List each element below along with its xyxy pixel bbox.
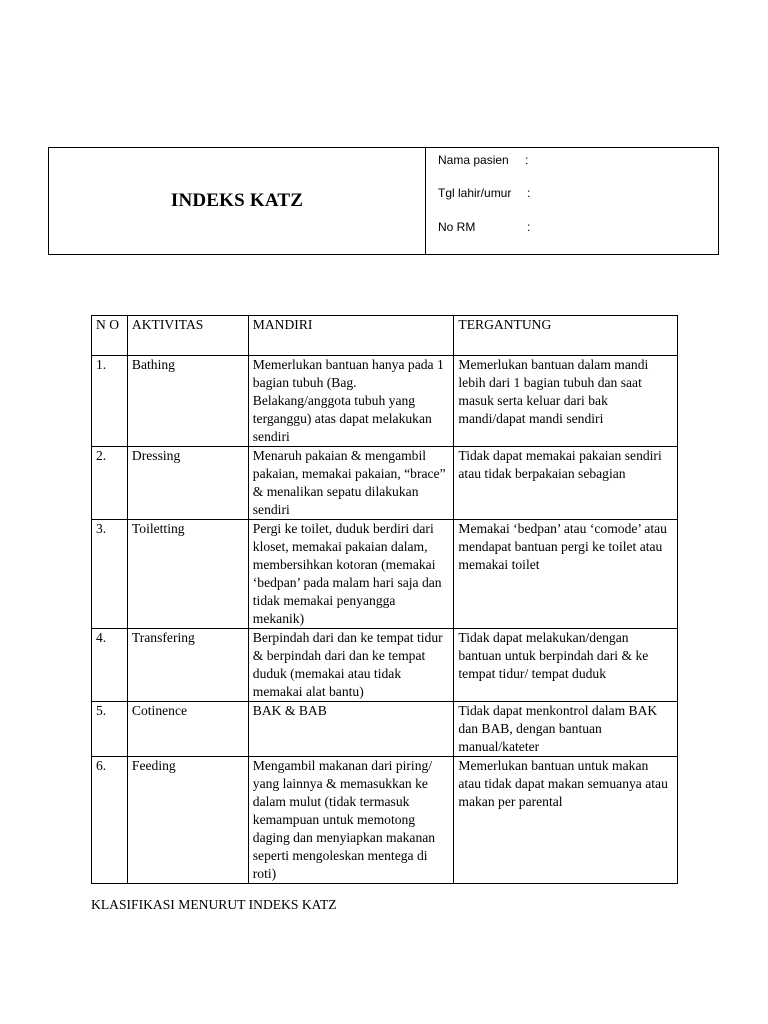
header-aktivitas: AKTIVITAS	[127, 316, 248, 356]
row-no: 5.	[92, 702, 128, 757]
row-mandiri: Menaruh pakaian & mengambil pakaian, memakai pakaian, “brace” & menalikan sepatu dilakukan sendiri	[248, 447, 454, 520]
row-no: 1.	[92, 356, 128, 447]
patient-name-row	[438, 152, 529, 168]
row-no: 3.	[92, 520, 128, 629]
row-no: 6.	[92, 757, 128, 884]
patient-name-label: Nama pasien	[438, 153, 509, 167]
row-aktivitas: Cotinence	[127, 702, 248, 757]
row-mandiri: Memerlukan bantuan hanya pada 1 bagian tubuh (Bag. Belakang/anggota tubuh yang terganggu) atas dapat melakukan sendiri	[248, 356, 454, 447]
row-aktivitas: Transfering	[127, 629, 248, 702]
katz-index-table	[91, 315, 678, 884]
header-tergantung: TERGANTUNG	[454, 316, 678, 356]
row-tergantung: Tidak dapat menkontrol dalam BAK dan BAB, dengan bantuan manual/kateter	[454, 702, 678, 757]
row-aktivitas: Feeding	[127, 757, 248, 884]
table-row	[92, 447, 678, 520]
row-mandiri: Pergi ke toilet, duduk berdiri dari kloset, memakai pakaian dalam, membersihkan kotoran (memakai ‘bedpan’ pada malam hari saja dan tidak memakai penyangga mekanik)	[248, 520, 454, 629]
medical-record-row	[438, 219, 531, 235]
birthdate-age-label: Tgl lahir/umur	[438, 186, 512, 200]
row-mandiri: Mengambil makanan dari piring/ yang lainnya & memasukkan ke dalam mulut (tidak termasuk kemampuan untuk memotong daging dan menyiapkan makanan seperti mengoleskan mentega di roti)	[248, 757, 454, 884]
table-row	[92, 702, 678, 757]
medical-record-colon: :	[527, 220, 531, 234]
header-no: N O	[92, 316, 128, 356]
table-row	[92, 757, 678, 884]
page-title: INDEKS KATZ	[170, 190, 304, 211]
row-tergantung: Memerlukan bantuan dalam mandi lebih dari 1 bagian tubuh dan saat masuk serta keluar dari bak mandi/dapat mandi sendiri	[454, 356, 678, 447]
birthdate-age-colon: :	[527, 186, 531, 200]
table-row	[92, 356, 678, 447]
row-aktivitas: Bathing	[127, 356, 248, 447]
row-tergantung: Tidak dapat melakukan/dengan bantuan untuk berpindah dari & ke tempat tidur/ tempat duduk	[454, 629, 678, 702]
patient-name-colon: :	[525, 153, 529, 167]
row-tergantung: Tidak dapat memakai pakaian sendiri atau tidak berpakaian sebagian	[454, 447, 678, 520]
table-header-row	[92, 316, 678, 356]
row-no: 2.	[92, 447, 128, 520]
row-no: 4.	[92, 629, 128, 702]
row-mandiri: Berpindah dari dan ke tempat tidur & berpindah dari dan ke tempat duduk (memakai atau tidak memakai alat bantu)	[248, 629, 454, 702]
row-tergantung: Memerlukan bantuan untuk makan atau tidak dapat makan semuanya atau makan per parental	[454, 757, 678, 884]
row-tergantung: Memakai ‘bedpan’ atau ‘comode’ atau mendapat bantuan pergi ke toilet atau memakai toilet	[454, 520, 678, 629]
row-aktivitas: Toiletting	[127, 520, 248, 629]
birthdate-age-row	[438, 185, 531, 201]
row-mandiri: BAK & BAB	[248, 702, 454, 757]
row-aktivitas: Dressing	[127, 447, 248, 520]
table-row	[92, 629, 678, 702]
classification-heading: KLASIFIKASI MENURUT INDEKS KATZ	[91, 897, 337, 912]
patient-info-cell	[426, 148, 718, 254]
header-title-cell	[49, 148, 426, 254]
table-row	[92, 520, 678, 629]
header-mandiri: MANDIRI	[248, 316, 454, 356]
medical-record-label: No RM	[438, 220, 476, 234]
header-box	[48, 147, 719, 255]
